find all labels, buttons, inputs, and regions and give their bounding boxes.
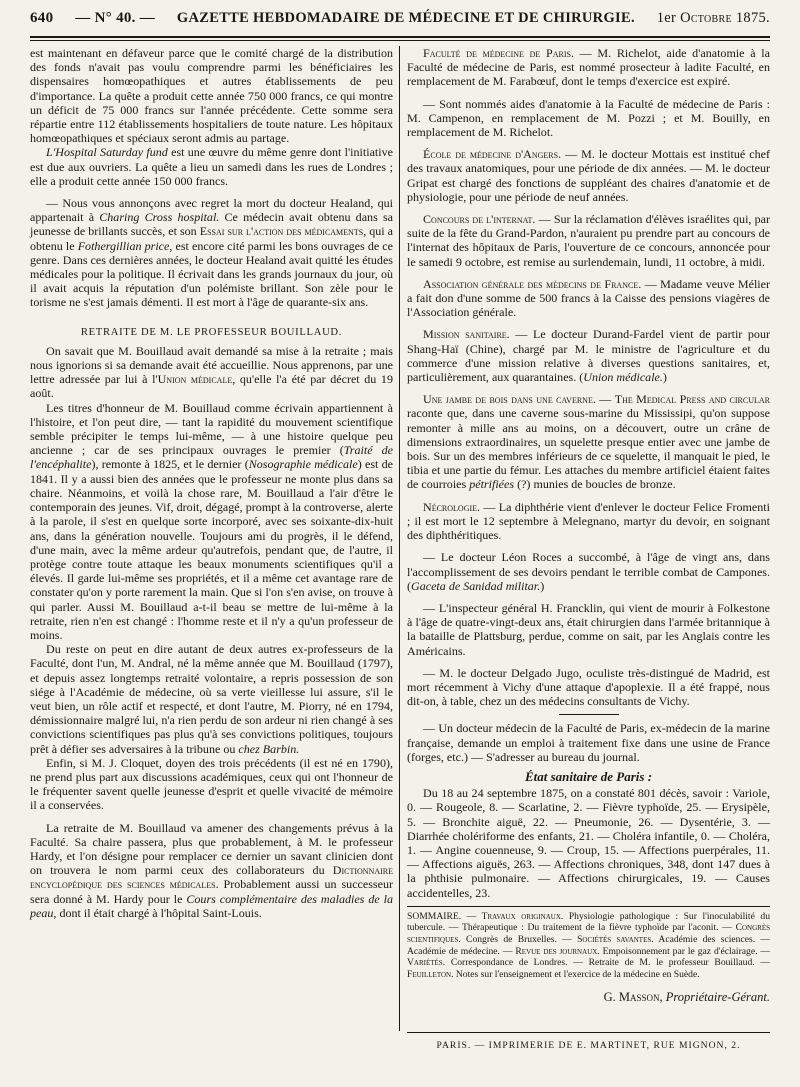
paragraph-bouillaud-titres: Les titres d'honneur de M. Bouillaud comme écrivain appartiennent à l'histoire, et l'on peut dire, — tant la rapidité du mouvement scientifique semble précipiter le temps lui-même, — à une histoire quelque peu ancienne ; car de ses principaux ouvrages le premier (Traité de l'encéphalite), remonte à 1825, et le dernier (Nosographie médicale) est de 1841. Il y a aussi bien des années que le professeur ne monte plus dans sa chaire. Néanmoins, et voilà la chose rare, M. Bouillaud a l'air d'être le contemporain des jeunes. Vif, droit, dégagé, prompt à la controverse, alerte à la parole, il s'est en quelque sorte incorporé, avec ses soixante-dix-huit ans, dans la génération nouvelle. Toujours ami du progrès, il le défend, d'une main, avec la même ardeur qu'autrefois, pendant que, de l'autre, il protège contre toute attaque les beaux monuments scientifiques qu'il a élevés. Il garde lui-même ses propriétés, et il a même cet avantage rare de constater qu'on y porte rarement la main. Que si l'on s'en avise, on trouve à qui parler. Aussi M. Bouillaud a-t-il beau se mettre de lui-même à la retraite, rien n'en est changé : l'homme reste et il n'y a qu'un professeur de moins. <box>30 400 393 642</box>
etat-sanitaire-title: État sanitaire de Paris : <box>524 768 653 784</box>
page-number: 640 <box>30 10 54 26</box>
issue-number: — N° 40. — <box>75 10 156 26</box>
news-mission-sanitaire: Mission sanitaire. — Le docteur Durand-Fardel vient de partir pour Shang-Haï (Chine), chargé par M. le ministre de l'agriculture et du commerce d'une mission relative à diverses questions sanitaires, et, particulièrement, aux quarantaines. (Union médicale.) <box>407 327 770 385</box>
section-heading-retraite: RETRAITE DE M. LE PROFESSEUR BOUILLAUD. <box>80 326 343 338</box>
printer-imprint: PARIS. — IMPRIMERIE DE E. MARTINET, RUE MIGNON, 2. <box>436 1040 741 1051</box>
paragraph-hospital-sunday: est maintenant en défaveur parce que le comité chargé de la distribution des fonds n'avait pas voulu comprendre parmi les bénéficiaires les dispensaires homœopathiques et autres établissements de peu d'importance. La quête a produit cette année 750 000 francs, ce qui montre un déficit de 75 000 francs sur l'année précédente. Cette somme sera répartie entre 112 établissements hospitaliers de toute nature. Les hôpitaux homœopathiques et spéciaux seront admis au partage. <box>30 46 393 146</box>
short-divider <box>559 714 619 715</box>
paragraph-saturday-fund: L'Hospital Saturday fund est une œuvre du même genre dont l'initiative est due aux ouvriers. La quête a lieu un samedi dans les rues de Londres ; elle a produit cette année 150 000 francs. <box>30 145 393 188</box>
news-concours-internat: Concours de l'internat. — Sur la réclamation d'élèves israélites qui, par suite de la fête du Grand-Pardon, n'auraient pu prendre part au concours de l'internat des hôpitaux de Paris, l'ouverture de ce concours, annoncée pour le samedi 9 octobre, est remise au surlendemain, lundi, 11 octobre, à midi. <box>407 212 770 269</box>
news-necrologie-fromenti: Nécrologie. — La diphthérie vient d'enlever le docteur Felice Fromenti ; il est mort le 12 septembre à Melegnano, martyr du devoir, en soignant des diphthéritiques. <box>407 499 770 543</box>
right-column <box>407 46 770 1005</box>
news-ecole-angers: École de médecine d'Angers. — M. le docteur Mottais est institué chef des travaux anatomiques, pour une période de dix années. — M. le docteur Gripat est chargé des fonctions de suppléant des chaires d'anatomie et de physiologie, pour une période de neuf années. <box>407 147 770 204</box>
paragraph-healand: — Nous vous annonçons avec regret la mort du docteur Healand, qui appartenait à Charing Cross hospital. Ce médecin avait obtenu dans sa jeunesse de brillants succès, et son Essai sur l'action des médicaments, qui a obtenu le Fothergillian price, est encore cité parmi les bons ouvrages de ce genre. Dans ces dernières années, le docteur Healand avait quitté les études médicales pour la politique. Il écrivait dans les grands journaux du jour, où il avait acquis la réputation d'un polémiste brillant. Son zèle pour le torisme ne s'est jamais démenti. Il est mort à l'âge de quarante-six ans. <box>30 196 394 310</box>
news-necrologie-delgado: — M. le docteur Delgado Jugo, oculiste très-distingué de Madrid, est mort récemment à Vichy d'une attaque d'apoplexie. Il a été frappé, nous dit-on, à table, chez un des médecins consultants de Vichy. <box>407 665 770 709</box>
signature: G. Masson, Propriétaire-Gérant. <box>603 990 770 1005</box>
header-rule <box>30 36 770 38</box>
paragraph-andral-piorry: Du reste on peut en dire autant de deux autres ex-professeurs de la Faculté, dont l'un, M. Andral, né la même année que M. Bouillaud (1797), et depuis assez longtemps retraité volontaire, a repris possession de son siége à l'Académie de médecine, où sa verte vieillesse lui assure, s'il le veut bien, un rôle actif et respecté, et dont l'autre, M. Piorry, né en 1794, démissionnaire malgré lui, n'a rien perdu de son ardeur ni rien changé à ses convictions scientifiques pas plus qu'à ses convictions politiques, toujours prêt à défier ses adversaires à la tribune ou chez Barbin. <box>30 642 393 756</box>
news-necrologie-francklin: — L'inspecteur général H. Francklin, qui vient de mourir à Folkestone à l'âge de quatre-vingt-deux ans, était chirurgien dans l'armée britannique à la bataille de Plattsburg, perdue, comme on sait, par les Anglais contre les Américains. <box>407 600 770 658</box>
issue-date: 1er Octobre 1875. <box>656 10 770 26</box>
paragraph-bouillaud-retraite: On savait que M. Bouillaud avait demandé sa mise à la retraite ; mais nous ignorions si sa demande avait été accueillie. Nous apprenons, par une lettre adressée par lui à l'Union médicale, qu'elle l'a été par décret du 19 août. <box>30 343 393 401</box>
news-aides-anatomie: — Sont nommés aides d'anatomie à la Faculté de médecine de Paris : M. Campenon, en remplacement de M. Pozzi ; et M. Bouilly, en remplacement de M. Richelot. <box>407 96 770 140</box>
sommaire: SOMMAIRE. — Travaux originaux. Physiologie pathologique : Sur l'inoculabilité du tubercule. — Thérapeutique : Du traitement de la fièvre typhoïde par l'aconit. — Congrès scientifiques. Congrès de Bruxelles. — Sociétés savantes. Académie des sciences. — Académie de médecine. — Revue des journaux. Empoisonnement par le gaz d'éclairage. — Variétés. Correspondance de Londres. — Retraite de M. le professeur Bouillaud. — Feuilleton. Notes sur l'enseignement et l'exercice de la médecine en Suède. <box>407 906 770 981</box>
printer-rule <box>407 1032 770 1033</box>
news-necrologie-roces: — Le docteur Léon Roces a succombé, à l'âge de vingt ans, dans l'accomplissement de ses devoirs pendant le terrible combat de Campones. (Gaceta de Sanidad militar.) <box>407 550 770 593</box>
column-divider <box>399 46 400 1031</box>
page-header <box>30 10 770 32</box>
gazette-title: GAZETTE HEBDOMADAIRE DE MÉDECINE ET DE CHIRURGIE. <box>176 10 635 26</box>
paragraph-cloquet: Enfin, si M. J. Cloquet, doyen des trois précédents (il est né en 1790), ne prend plus part aux discussions académiques, ceux qui ont l'honneur de le fréquenter savent quelle jeunesse d'esprit et quelle vivacité de mémoire il a conservées. <box>30 755 393 813</box>
news-annonce-emploi: — Un docteur médecin de la Faculté de Paris, ex-médecin de la marine française, demande un emploi à traitement fixe dans une usine de France (forges, etc.) — S'adresser au bureau du journal. <box>407 721 770 764</box>
left-column <box>30 46 393 920</box>
news-association-medecins: Association générale des médecins de France. — Madame veuve Mélier a fait don d'une somme de 500 francs à la Caisse des pensions viagères de l'Association générale. <box>407 276 770 320</box>
news-jambe-de-bois: Une jambe de bois dans une caverne. — The Medical Press and circular raconte que, dans une caverne sous-marine du Mississipi, qu'on suppose remonter à mille ans au moins, on a découvert, outre un crâne de dimensions extraordinaires, un squelette presque entier avec une jambe de bois. Sur un des membres inférieurs de ce squelette, il manquait le pied, le tibia et une partie du fémur. Les attaches du membre artificiel étaient faites de courroies pétrifiées (?) munies de boucles de bronze. <box>407 392 770 492</box>
paragraph-changements-faculte: La retraite de M. Bouillaud va amener des changements prévus à la Faculté. Sa chaire passera, plus que probablement, à M. le professeur Hardy, et l'on désigne pour remplacer ce dernier un savant clinicien dont on trouvera le nom parmi ceux des collaborateurs du Dictionnaire encyclopédique des sciences médicales. Probablement aussi un successeur sera donné à M. Hardy pour le Cours complémentaire des maladies de la peau, dont il était chargé à l'hôpital Saint-Louis. <box>30 820 393 920</box>
news-faculte-paris: Faculté de médecine de Paris. — M. Richelot, aide d'anatomie à la Faculté de médecine de Paris, est nommé prosecteur à ladite Faculté, en remplacement de M. Farabœuf, dont le temps d'exercice est expiré. <box>407 46 770 89</box>
etat-sanitaire-body: Du 18 au 24 septembre 1875, on a constaté 801 décès, savoir : Variole, 0. — Rougeole, 8. — Scarlatine, 2. — Fièvre typhoïde, 25. — Erysipèle, 5. — Bronchite aiguë, 22. — Pneumonie, 26. — Dysentérie, 3. — Diarrhée cholériforme des enfants, 21. — Choléra infantile, 0. — Choléra, 1. — Angine couenneuse, 9. — Croup, 15. — Affections puerpérales, 11. — Affections aiguës, 263. — Affections chroniques, 348, dont 147 dues à la phthisie pulmonaire. — Affections chirurgicales, 19. — Causes accidentelles, 23. <box>407 786 770 900</box>
header-rule-thin <box>30 40 770 41</box>
